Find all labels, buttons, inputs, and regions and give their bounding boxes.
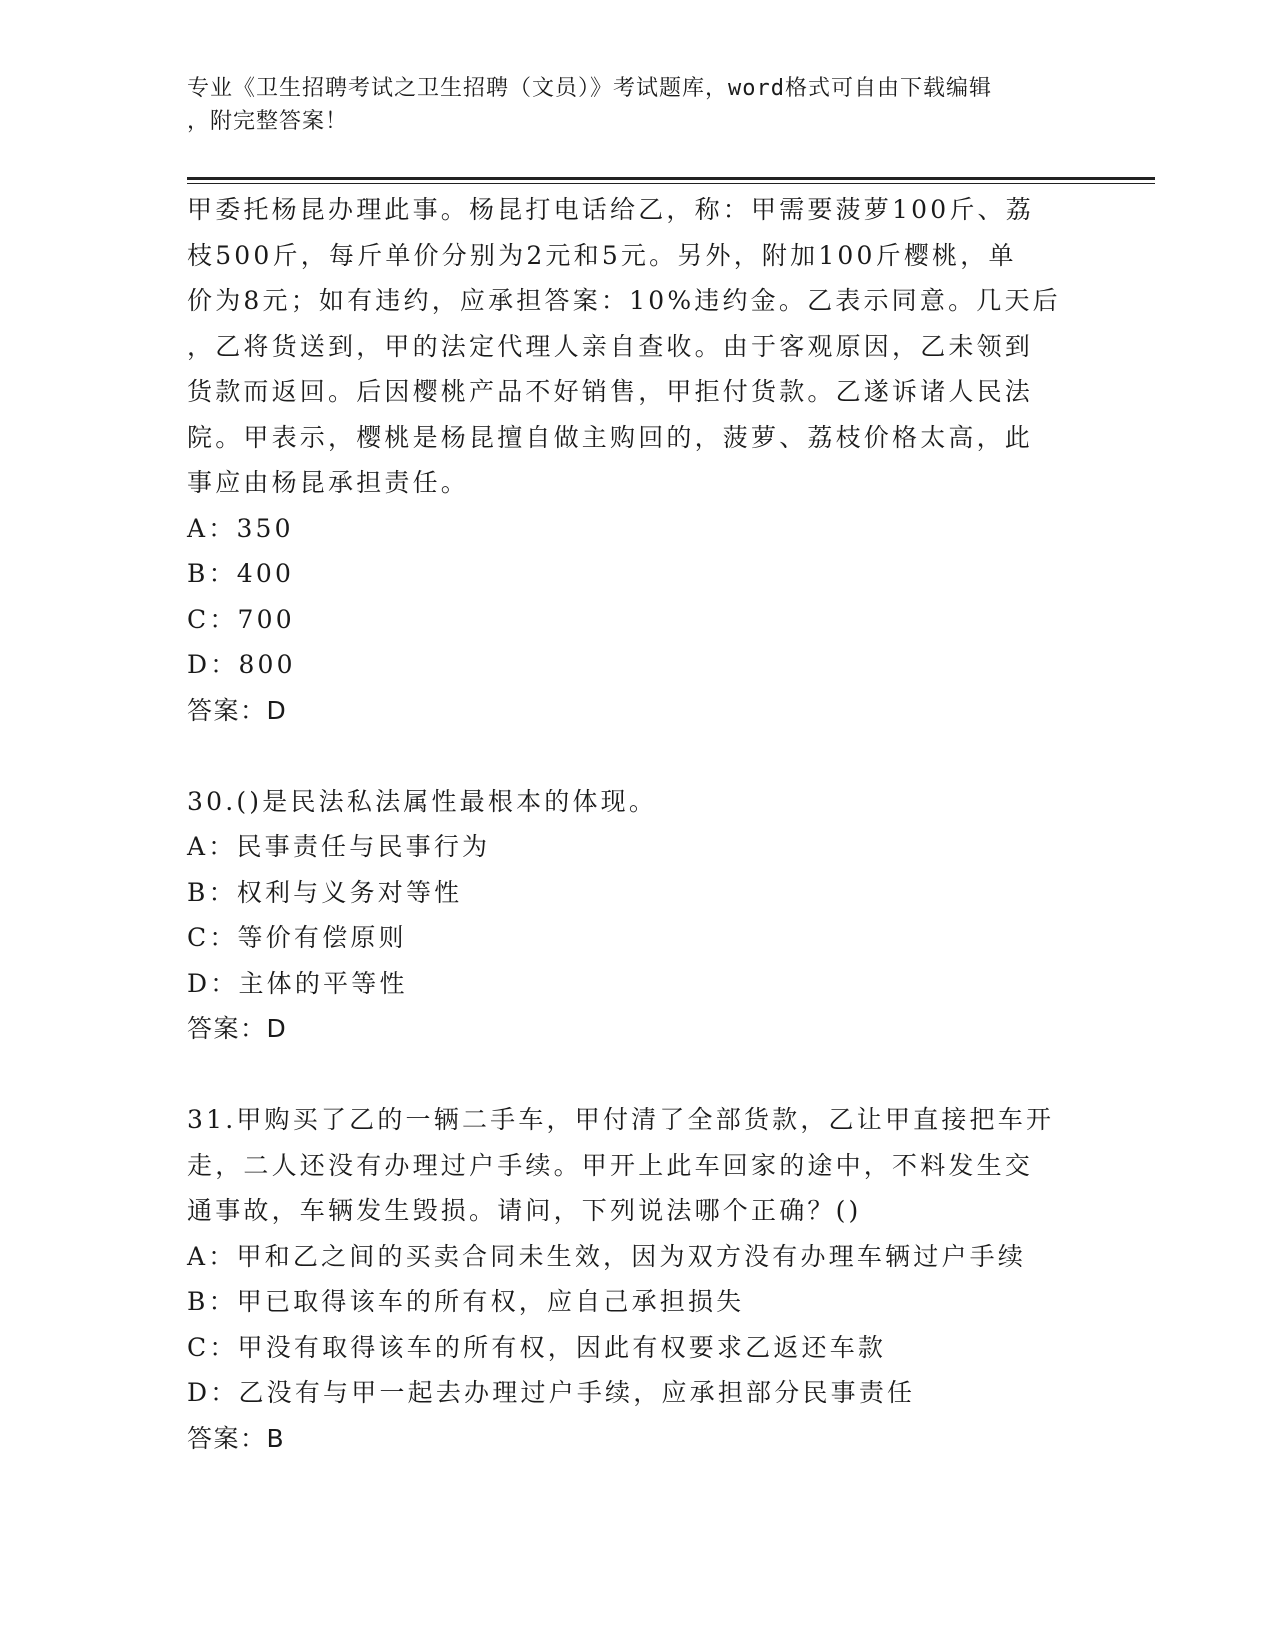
option-a: A：民事责任与民事行为 bbox=[187, 832, 491, 861]
header-divider-thin bbox=[187, 183, 1155, 184]
option-d: D：800 bbox=[187, 650, 296, 679]
document-body bbox=[187, 187, 1087, 1461]
header-line-2: ，附完整答案！ bbox=[187, 109, 349, 134]
option-b: B：甲已取得该车的所有权，应自己承担损失 bbox=[187, 1287, 745, 1316]
option-c: C：700 bbox=[187, 604, 295, 634]
stem-line: 事应由杨昆承担责任。 bbox=[187, 468, 470, 497]
stem-line: ，乙将货送到，甲的法定代理人亲自查收。由于客观原因，乙未领到 bbox=[187, 331, 1034, 361]
stem-line: 甲委托杨昆办理此事。杨昆打电话给乙，称：甲需要菠萝100斤、荔 bbox=[187, 195, 1034, 224]
spacer bbox=[187, 733, 1087, 779]
header-divider-thick bbox=[187, 177, 1155, 180]
option-a: A：350 bbox=[187, 513, 294, 543]
stem-line: 31.甲购买了乙的一辆二手车，甲付清了全部货款，乙让甲直接把车开 bbox=[187, 1105, 1055, 1134]
header-line-1: 专业《卫生招聘考试之卫生招聘（文员）》考试题库，word格式可自由下载编辑 bbox=[187, 76, 992, 101]
option-b: B：400 bbox=[187, 559, 295, 588]
stem-line: 院。甲表示，樱桃是杨昆擅自做主购回的，菠萝、荔枝价格太高，此 bbox=[187, 422, 1034, 452]
stem-line: 30.()是民法私法属性最根本的体现。 bbox=[187, 786, 658, 816]
question-29-stem bbox=[187, 187, 1087, 506]
question-30-stem bbox=[187, 779, 1087, 825]
answer-line: 答案：D bbox=[187, 695, 288, 725]
spacer bbox=[187, 1052, 1087, 1098]
document-header bbox=[187, 72, 1067, 138]
stem-line: 货款而返回。后因樱桃产品不好销售，甲拒付货款。乙遂诉诸人民法 bbox=[187, 377, 1034, 406]
stem-line: 走，二人还没有办理过户手续。甲开上此车回家的途中，不料发生交 bbox=[187, 1150, 1034, 1180]
option-d: D：乙没有与甲一起去办理过户手续，应承担部分民事责任 bbox=[187, 1378, 916, 1407]
option-a: A：甲和乙之间的买卖合同未生效，因为双方没有办理车辆过户手续 bbox=[187, 1241, 1027, 1271]
question-31-stem bbox=[187, 1097, 1087, 1234]
question-29 bbox=[187, 187, 1087, 733]
option-c: C：甲没有取得该车的所有权，因此有权要求乙返还车款 bbox=[187, 1332, 887, 1362]
question-30 bbox=[187, 779, 1087, 1052]
stem-line: 枝500斤，每斤单价分别为2元和5元。另外，附加100斤樱桃，单 bbox=[187, 240, 1017, 270]
answer-line: 答案：D bbox=[187, 1014, 288, 1043]
answer-line: 答案：B bbox=[187, 1423, 286, 1453]
option-b: B：权利与义务对等性 bbox=[187, 877, 463, 907]
option-d: D：主体的平等性 bbox=[187, 968, 408, 998]
option-c: C：等价有偿原则 bbox=[187, 923, 407, 952]
stem-line: 价为8元；如有违约，应承担答案：10%违约金。乙表示同意。几天后 bbox=[187, 286, 1061, 315]
question-31 bbox=[187, 1097, 1087, 1461]
stem-line: 通事故，车辆发生毁损。请问，下列说法哪个正确？() bbox=[187, 1196, 862, 1225]
